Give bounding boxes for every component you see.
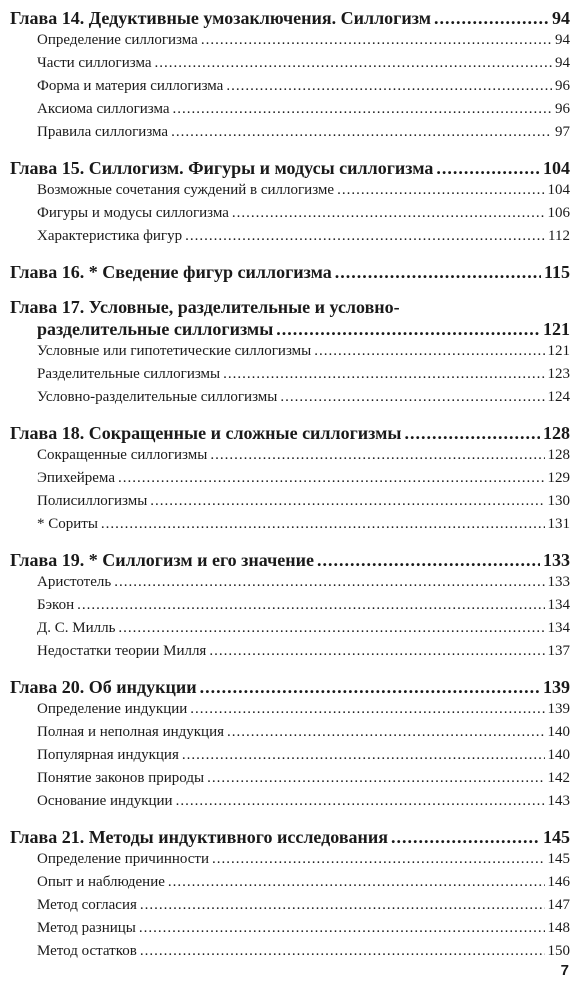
section-title: Условные или гипотетические силлогизмы bbox=[37, 343, 312, 359]
toc-chapter bbox=[10, 296, 570, 409]
section-page-number: 134 bbox=[547, 597, 570, 613]
section-entry[interactable] bbox=[10, 571, 570, 594]
chapter-title: разделительные силлогизмы bbox=[37, 319, 274, 339]
chapter-entry[interactable] bbox=[10, 676, 570, 698]
section-title: Фигуры и модусы силлогизма bbox=[37, 205, 229, 221]
dot-leader bbox=[114, 571, 544, 594]
chapter-title: Глава 20. Об индукции bbox=[10, 677, 197, 697]
section-page-number: 123 bbox=[547, 366, 570, 382]
section-entry[interactable] bbox=[10, 640, 570, 663]
dot-leader bbox=[226, 75, 552, 98]
section-entry[interactable] bbox=[10, 698, 570, 721]
dot-leader bbox=[190, 698, 544, 721]
section-title: Сокращенные силлогизмы bbox=[37, 447, 208, 463]
dot-leader bbox=[223, 363, 544, 386]
dot-leader bbox=[280, 386, 544, 409]
dot-leader bbox=[404, 422, 540, 444]
section-title: Определение силлогизма bbox=[37, 32, 198, 48]
section-entry[interactable] bbox=[10, 513, 570, 536]
section-entry[interactable] bbox=[10, 121, 570, 144]
section-entry[interactable] bbox=[10, 202, 570, 225]
section-page-number: 140 bbox=[547, 747, 570, 763]
chapter-page-number: 139 bbox=[543, 677, 570, 697]
chapter-page-number: 121 bbox=[543, 319, 570, 339]
section-entry[interactable] bbox=[10, 790, 570, 813]
dot-leader bbox=[200, 676, 540, 698]
section-entry[interactable] bbox=[10, 98, 570, 121]
dot-leader bbox=[209, 640, 544, 663]
section-entry[interactable] bbox=[10, 848, 570, 871]
section-title: * Сориты bbox=[37, 516, 98, 532]
section-page-number: 128 bbox=[547, 447, 570, 463]
table-of-contents bbox=[10, 7, 570, 976]
dot-leader bbox=[77, 594, 544, 617]
section-entry[interactable] bbox=[10, 225, 570, 248]
section-page-number: 130 bbox=[547, 493, 570, 509]
dot-leader bbox=[276, 318, 540, 340]
section-title: Части силлогизма bbox=[37, 55, 152, 71]
chapter-page-number: 94 bbox=[552, 8, 570, 28]
page-number: 7 bbox=[560, 962, 569, 979]
chapter-page-number: 115 bbox=[543, 262, 570, 282]
section-title: Определение причинности bbox=[37, 851, 210, 867]
section-page-number: 140 bbox=[547, 724, 570, 740]
dot-leader bbox=[335, 261, 541, 283]
section-entry[interactable] bbox=[10, 721, 570, 744]
section-entry[interactable] bbox=[10, 179, 570, 202]
section-entry[interactable] bbox=[10, 444, 570, 467]
section-entry[interactable] bbox=[10, 871, 570, 894]
section-page-number: 129 bbox=[547, 470, 570, 486]
section-entry[interactable] bbox=[10, 940, 570, 963]
toc-chapter bbox=[10, 549, 570, 663]
section-page-number: 147 bbox=[547, 897, 570, 913]
chapter-entry[interactable] bbox=[10, 7, 570, 29]
dot-leader bbox=[118, 617, 544, 640]
section-title: Популярная индукция bbox=[37, 747, 179, 763]
toc-chapter bbox=[10, 676, 570, 813]
section-entry[interactable] bbox=[10, 917, 570, 940]
section-title: Метод согласия bbox=[37, 897, 137, 913]
dot-leader bbox=[171, 121, 552, 144]
toc-chapter bbox=[10, 261, 570, 283]
dot-leader bbox=[139, 917, 545, 940]
section-title: Возможные сочетания суждений в силлогизме bbox=[37, 182, 335, 198]
dot-leader bbox=[185, 225, 545, 248]
section-page-number: 137 bbox=[547, 643, 570, 659]
chapter-title: Глава 18. Сокращенные и сложные силлогизмы bbox=[10, 423, 402, 443]
section-page-number: 104 bbox=[547, 182, 570, 198]
section-page-number: 146 bbox=[547, 874, 570, 890]
section-page-number: 106 bbox=[547, 205, 570, 221]
section-page-number: 142 bbox=[547, 770, 570, 786]
dot-leader bbox=[201, 29, 552, 52]
section-page-number: 94 bbox=[555, 32, 570, 48]
chapter-entry[interactable] bbox=[10, 261, 570, 283]
section-title: Бэкон bbox=[37, 597, 75, 613]
section-title: Основание индукции bbox=[37, 793, 173, 809]
section-title: Правила силлогизма bbox=[37, 124, 169, 140]
section-title: Разделительные силлогизмы bbox=[37, 366, 221, 382]
section-title: Аристотель bbox=[37, 574, 112, 590]
section-title: Полисиллогизмы bbox=[37, 493, 148, 509]
section-title: Аксиома силлогизма bbox=[37, 101, 170, 117]
chapter-title-line: Глава 17. Условные, разделительные и условно- bbox=[10, 297, 400, 317]
section-title: Условно-разделительные силлогизмы bbox=[37, 389, 278, 405]
dot-leader bbox=[232, 202, 545, 225]
section-entry[interactable] bbox=[10, 52, 570, 75]
chapter-entry[interactable] bbox=[10, 549, 570, 571]
section-entry[interactable] bbox=[10, 767, 570, 790]
section-page-number: 143 bbox=[547, 793, 570, 809]
dot-leader bbox=[314, 340, 544, 363]
dot-leader bbox=[207, 767, 544, 790]
dot-leader bbox=[436, 157, 540, 179]
dot-leader bbox=[212, 848, 544, 871]
dot-leader bbox=[101, 513, 545, 536]
section-page-number: 96 bbox=[555, 101, 570, 117]
section-page-number: 121 bbox=[547, 343, 570, 359]
dot-leader bbox=[176, 790, 545, 813]
section-entry[interactable] bbox=[10, 594, 570, 617]
dot-leader bbox=[155, 52, 553, 75]
section-entry[interactable] bbox=[10, 29, 570, 52]
dot-leader bbox=[227, 721, 545, 744]
dot-leader bbox=[182, 744, 545, 767]
section-title: Понятие законов природы bbox=[37, 770, 205, 786]
section-entry[interactable] bbox=[10, 467, 570, 490]
section-title: Полная и неполная индукция bbox=[37, 724, 224, 740]
section-page-number: 94 bbox=[555, 55, 570, 71]
section-page-number: 96 bbox=[555, 78, 570, 94]
dot-leader bbox=[391, 826, 540, 848]
section-page-number: 97 bbox=[555, 124, 570, 140]
section-title: Д. С. Милль bbox=[37, 620, 116, 636]
chapter-title: Глава 21. Методы индуктивного исследования bbox=[10, 827, 389, 847]
dot-leader bbox=[140, 940, 545, 963]
section-entry[interactable] bbox=[10, 363, 570, 386]
chapter-entry[interactable] bbox=[10, 826, 570, 848]
dot-leader bbox=[337, 179, 544, 202]
toc-chapter bbox=[10, 157, 570, 248]
chapter-entry[interactable] bbox=[10, 318, 570, 340]
dot-leader bbox=[118, 467, 545, 490]
chapter-title: Глава 19. * Силлогизм и его значение bbox=[10, 550, 314, 570]
section-title: Метод разницы bbox=[37, 920, 136, 936]
section-page-number: 131 bbox=[547, 516, 570, 532]
dot-leader bbox=[150, 490, 544, 513]
chapter-page-number: 133 bbox=[543, 550, 570, 570]
toc-chapter bbox=[10, 826, 570, 963]
section-title: Характеристика фигур bbox=[37, 228, 183, 244]
section-page-number: 148 bbox=[547, 920, 570, 936]
section-entry[interactable] bbox=[10, 340, 570, 363]
dot-leader bbox=[210, 444, 544, 467]
chapter-page-number: 128 bbox=[543, 423, 570, 443]
section-title: Эпихейрема bbox=[37, 470, 115, 486]
chapter-entry[interactable] bbox=[10, 157, 570, 179]
section-entry[interactable] bbox=[10, 744, 570, 767]
dot-leader bbox=[173, 98, 552, 121]
dot-leader bbox=[434, 7, 549, 29]
section-entry[interactable] bbox=[10, 617, 570, 640]
dot-leader bbox=[317, 549, 540, 571]
toc-chapter bbox=[10, 422, 570, 536]
dot-leader bbox=[140, 894, 545, 917]
section-title: Метод остатков bbox=[37, 943, 137, 959]
section-page-number: 150 bbox=[547, 943, 570, 959]
section-title: Форма и материя силлогизма bbox=[37, 78, 224, 94]
chapter-title: Глава 15. Силлогизм. Фигуры и модусы силлогизма bbox=[10, 158, 434, 178]
toc-chapter bbox=[10, 7, 570, 144]
chapter-entry[interactable] bbox=[10, 422, 570, 444]
section-page-number: 134 bbox=[547, 620, 570, 636]
section-title: Недостатки теории Милля bbox=[37, 643, 207, 659]
chapter-page-number: 104 bbox=[543, 158, 570, 178]
section-entry[interactable] bbox=[10, 75, 570, 98]
section-title: Опыт и наблюдение bbox=[37, 874, 165, 890]
section-page-number: 112 bbox=[548, 228, 570, 244]
section-page-number: 139 bbox=[547, 701, 570, 717]
section-entry[interactable] bbox=[10, 894, 570, 917]
chapter-page-number: 145 bbox=[543, 827, 570, 847]
chapter-title: Глава 16. * Сведение фигур силлогизма bbox=[10, 262, 332, 282]
section-page-number: 133 bbox=[547, 574, 570, 590]
section-title: Определение индукции bbox=[37, 701, 188, 717]
dot-leader bbox=[168, 871, 545, 894]
section-entry[interactable] bbox=[10, 490, 570, 513]
section-entry[interactable] bbox=[10, 386, 570, 409]
section-page-number: 124 bbox=[547, 389, 570, 405]
section-page-number: 145 bbox=[547, 851, 570, 867]
chapter-title: Глава 14. Дедуктивные умозаключения. Силлогизм bbox=[10, 8, 431, 28]
